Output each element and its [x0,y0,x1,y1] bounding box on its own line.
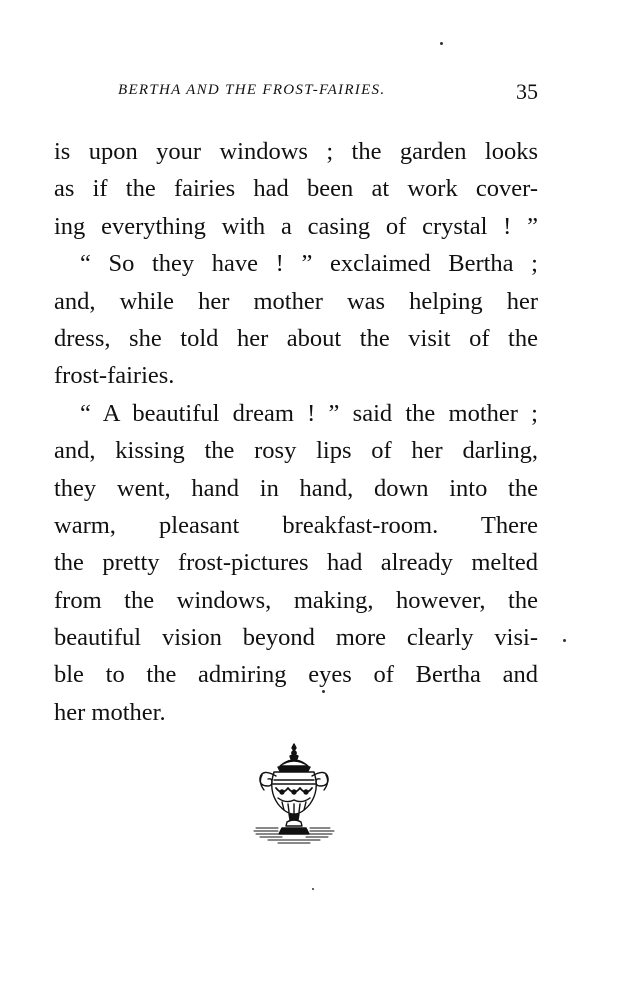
text-line: is upon your windows ; the garden looks [54,138,538,165]
page-speck [312,888,314,890]
text-line: frost-fairies. [54,362,175,390]
text-line: the pretty frost-pictures had already melted [54,549,538,577]
urn-vignette-icon [252,742,336,850]
text-line: they went, hand in hand, down into the [54,474,538,502]
text-line: and, while her mother was helping her [54,287,538,315]
text-line: ble to the admiring eyes of Bertha and [54,661,538,689]
page-speck [440,42,443,45]
text-line: and, kissing the rosy lips of her darling, [54,437,538,465]
text-line: dress, she told her about the visit of the [54,324,538,352]
text-line: her mother. [54,698,166,726]
running-title: BERTHA AND THE FROST-FAIRIES. [118,82,386,98]
body-text [54,133,538,731]
text-line: from the windows, making, however, the [54,586,538,614]
running-head [118,79,538,105]
page-number: 35 [516,79,538,104]
text-line: beautiful vision beyond more clearly visi- [54,624,538,652]
page-speck [563,639,566,642]
text-line: as if the fairies had been at work cover- [54,175,538,203]
page-speck [322,690,325,693]
text-line: “ A beautiful dream ! ” said the mother ; [80,399,538,427]
text-line: warm, pleasant breakfast-room. There [54,511,538,539]
text-line: “ So they have ! ” exclaimed Bertha ; [80,250,538,278]
text-line: ing everything with a casing of crystal ! ” [54,212,538,240]
